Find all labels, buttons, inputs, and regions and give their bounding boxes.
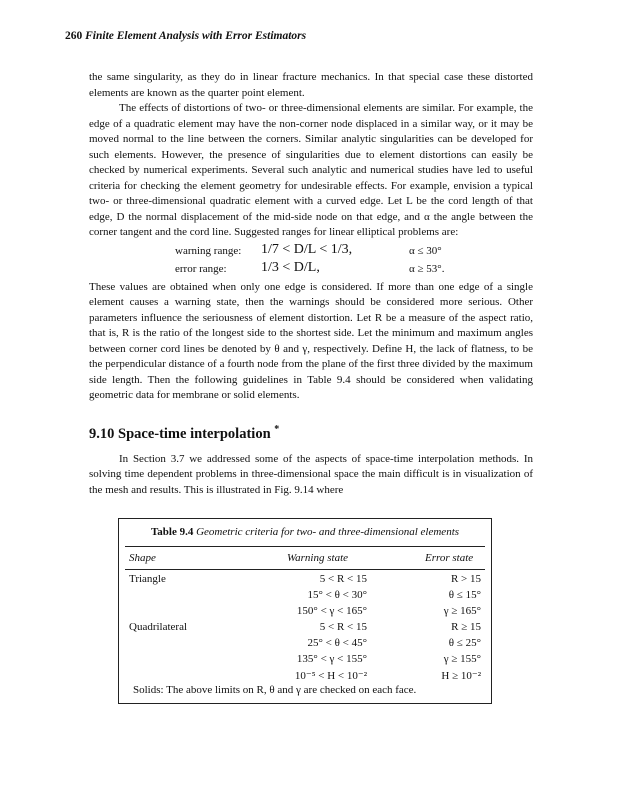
table-cell-error: θ ≤ 15° <box>448 589 481 601</box>
column-header-shape: Shape <box>129 552 156 564</box>
section-title: Space-time interpolation <box>118 425 271 442</box>
table-label: Table 9.4 <box>150 526 194 538</box>
table-cell-warning: 5 < R < 15 <box>319 621 367 633</box>
table-cell-error: H ≥ 10⁻² <box>441 670 481 682</box>
range-equations <box>89 242 533 278</box>
table-footnote: Solids: The above limits on R, θ and γ are checked on each face. <box>133 684 417 696</box>
equation-row <box>89 242 533 260</box>
table-cell-error: θ ≤ 25° <box>448 637 481 649</box>
section-heading <box>89 422 533 442</box>
paragraph: the same singularity, as they do in linear fracture mechanics. In that special case these distorted elements are known as the quarter point element. <box>89 71 533 99</box>
table-rule <box>125 569 485 570</box>
range-condition: α ≤ 30° <box>409 244 442 257</box>
table-cell-warning: 15° < θ < 30° <box>307 589 367 601</box>
table-cell-warning: 10⁻⁵ < H < 10⁻² <box>294 670 367 682</box>
body-text <box>89 70 533 498</box>
table-cell-shape: Quadrilateral <box>129 621 188 633</box>
range-expression: 1/3 < D/L, <box>261 259 320 275</box>
table-cell-error: R > 15 <box>450 573 481 585</box>
column-header-error: Error state <box>425 552 474 564</box>
table-cell-error: γ ≥ 155° <box>443 653 481 665</box>
running-header <box>65 30 306 42</box>
equation-row <box>89 260 533 278</box>
table-cell-error: γ ≥ 165° <box>443 605 481 617</box>
range-expression: 1/7 < D/L < 1/3, <box>261 241 353 257</box>
section-mark: * <box>274 423 280 435</box>
table-cell-warning: 25° < θ < 45° <box>307 637 367 649</box>
table-cell-shape: Triangle <box>129 573 166 585</box>
table-caption-text: Geometric criteria for two- and three-dimensional elements <box>196 526 460 538</box>
table-cell-warning: 150° < γ < 165° <box>296 605 367 617</box>
book-title: Finite Element Analysis with Error Estimators <box>85 30 307 42</box>
column-header-warning: Warning state <box>287 552 349 564</box>
table-cell-warning: 5 < R < 15 <box>319 573 367 585</box>
table-cell-warning: 135° < γ < 155° <box>296 653 367 665</box>
page-number: 260 <box>65 30 83 42</box>
paragraph: In Section 3.7 we addressed some of the aspects of space-time interpolation methods. In solving time dependent problems in three-dimensional space the main difficult is in visualization of the mesh and results. This is illustrated in Fig. 9.14 where <box>89 452 533 496</box>
paragraph: The effects of distortions of two- or three-dimensional elements are similar. For example, the edge of a quadratic element may have the non-corner node displaced in a similar way, or it may be moved normal to the line between the corners. Similar analytic singularities can be developed for such elements. However, the presence of singularities due to element distortions can easily be checked by numerical experiments. Several such analytic and numerical studies have led to useful criteria for checking the element geometry for undesirable effects. For example, envision a typical two- or three-dimensional quadratic element with a curved edge. Let L be the cord length of that edge, D the normal displacement of the mid-side node on that edge, and α the angle between the corner tangent and the cord line. Suggested ranges for linear elliptical problems are: <box>89 102 533 238</box>
range-label: error range: <box>175 262 227 275</box>
table-cell-error: R ≥ 15 <box>451 621 481 633</box>
section-number: 9.10 <box>89 425 115 442</box>
table-caption <box>119 526 491 538</box>
range-label: warning range: <box>175 244 242 257</box>
paragraph: These values are obtained when only one edge is considered. If more than one edge of a single element causes a warning state, then the warnings should be considered more serious. Other parameters influence the seriousness of element distortion. Let R be a measure of the aspect ratio, that is, R is the ratio of the longest side to the shortest side. Let the minimum and maximum angles between corner cord lines be denoted by θ and γ, respectively. Define H, the lack of flatness, to be the perpendicular distance of a fourth node from the plane of the first three divided by the maximum side length. Then the following guidelines in Table 9.4 should be considered when validating geometric data for membrane or solid elements. <box>89 280 533 401</box>
criteria-table <box>118 518 492 704</box>
range-condition: α ≥ 53°. <box>409 262 445 275</box>
table-rule <box>125 546 485 547</box>
